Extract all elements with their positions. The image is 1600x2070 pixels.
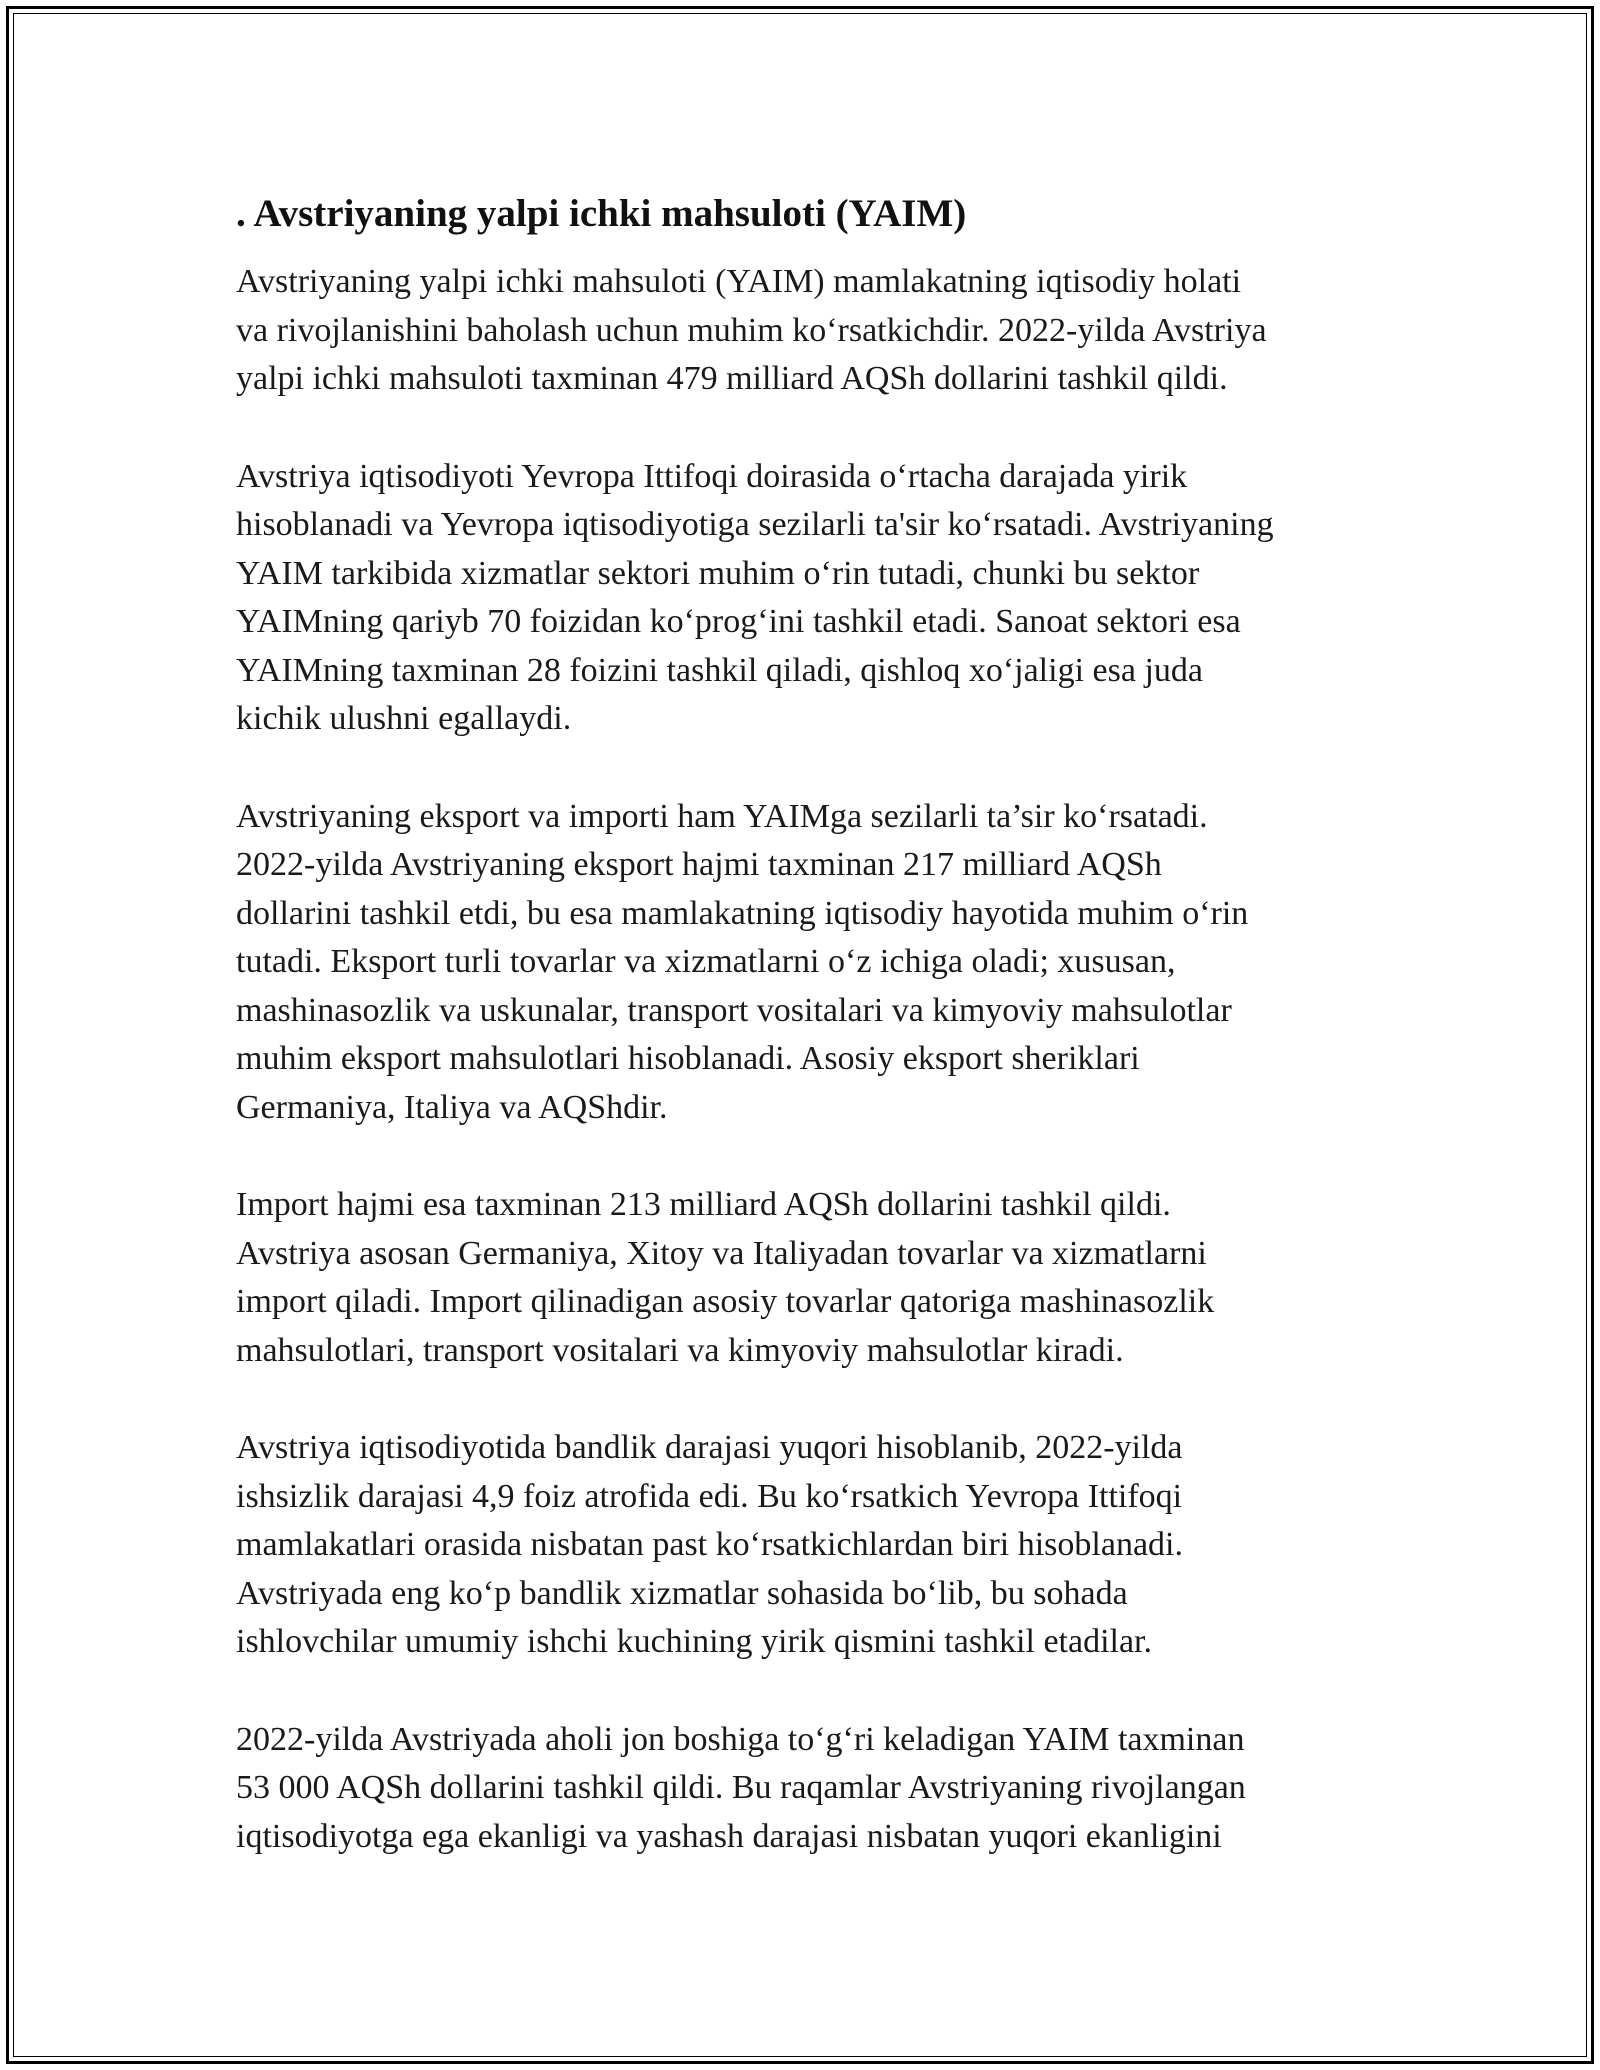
text-line: Avstriya iqtisodiyotida bandlik darajasi yuqori hisoblanib, 2022-yilda xyxy=(236,1429,1183,1466)
paragraph-gdp-per-capita xyxy=(236,1716,1376,1862)
text-line: va rivojlanishini baholash uchun muhim koʻrsatkichdir. 2022-yilda Avstriya xyxy=(236,311,1267,349)
text-line: muhim eksport mahsulotlari hisoblanadi. Asosiy eksport sheriklari xyxy=(236,1040,1140,1077)
text-line: Germaniya, Italiya va AQShdir. xyxy=(236,1088,668,1126)
document-title: . Avstriyaning yalpi ichki mahsuloti (YAIM) xyxy=(236,192,967,235)
text-line: dollarini tashkil etdi, bu esa mamlakatning iqtisodiy hayotida muhim oʻrin xyxy=(236,894,1249,932)
paragraph-employment xyxy=(236,1424,1376,1667)
text-line: 53 000 AQSh dollarini tashkil qildi. Bu raqamlar Avstriyaning rivojlangan xyxy=(236,1769,1246,1806)
text-line: mamlakatlari orasida nisbatan past koʻrsatkichlardan biri hisoblanadi. xyxy=(236,1526,1183,1563)
paragraph-gdp-intro xyxy=(236,258,1376,404)
text-line: ishsizlik darajasi 4,9 foiz atrofida edi. Bu koʻrsatkich Yevropa Ittifoqi xyxy=(236,1477,1183,1515)
text-line: iqtisodiyotga ega ekanligi va yashash darajasi nisbatan yuqori ekanligini xyxy=(236,1817,1222,1855)
paragraph-imports xyxy=(236,1181,1376,1375)
document-body xyxy=(236,188,1376,1910)
text-line: hisoblanadi va Yevropa iqtisodiyotiga sezilarli ta'sir koʻrsatadi. Avstriyaning xyxy=(236,506,1274,543)
text-line: YAIMning taxminan 28 foizini tashkil qiladi, qishloq xoʻjaligi esa juda xyxy=(236,651,1203,689)
text-line: mashinasozlik va uskunalar, transport vositalari va kimyoviy mahsulotlar xyxy=(236,991,1232,1029)
text-line: yalpi ichki mahsuloti taxminan 479 milliard AQSh dollarini tashkil qildi. xyxy=(236,360,1228,397)
text-line: 2022-yilda Avstriyaning eksport hajmi taxminan 217 milliard AQSh xyxy=(236,846,1162,883)
text-line: Avstriyada eng koʻp bandlik xizmatlar sohasida boʻlib, bu sohada xyxy=(236,1574,1128,1612)
text-line: kichik ulushni egallaydi. xyxy=(236,700,572,737)
text-line: Avstriya asosan Germaniya, Xitoy va Italiyadan tovarlar va xizmatlarni xyxy=(236,1234,1207,1272)
text-line: Avstriyaning yalpi ichki mahsuloti (YAIM) mamlakatning iqtisodiy holati xyxy=(236,263,1242,300)
text-line: 2022-yilda Avstriyada aholi jon boshiga toʻgʻri keladigan YAIM taxminan xyxy=(236,1720,1245,1758)
paragraph-exports xyxy=(236,793,1376,1133)
text-line: YAIMning qariyb 70 foizidan koʻprogʻini tashkil etadi. Sanoat sektori esa xyxy=(236,603,1241,640)
text-line: Avstriyaning eksport va importi ham YAIMga sezilarli ta’sir koʻrsatadi. xyxy=(236,797,1208,835)
text-line: ishlovchilar umumiy ishchi kuchining yirik qismini tashkil etadilar. xyxy=(236,1623,1153,1660)
text-line: mahsulotlari, transport vositalari va kimyoviy mahsulotlar kiradi. xyxy=(236,1331,1124,1369)
text-line: YAIM tarkibida xizmatlar sektori muhim oʻrin tutadi, chunki bu sektor xyxy=(236,554,1200,592)
paragraph-gdp-structure xyxy=(236,453,1376,744)
text-line: Avstriya iqtisodiyoti Yevropa Ittifoqi doirasida oʻrtacha darajada yirik xyxy=(236,457,1188,495)
text-line: Import hajmi esa taxminan 213 milliard AQSh dollarini tashkil qildi. xyxy=(236,1186,1171,1223)
text-line: import qiladi. Import qilinadigan asosiy tovarlar qatoriga mashinasozlik xyxy=(236,1283,1215,1320)
text-line: tutadi. Eksport turli tovarlar va xizmatlarni oʻz ichiga oladi; xususan, xyxy=(236,943,1176,980)
